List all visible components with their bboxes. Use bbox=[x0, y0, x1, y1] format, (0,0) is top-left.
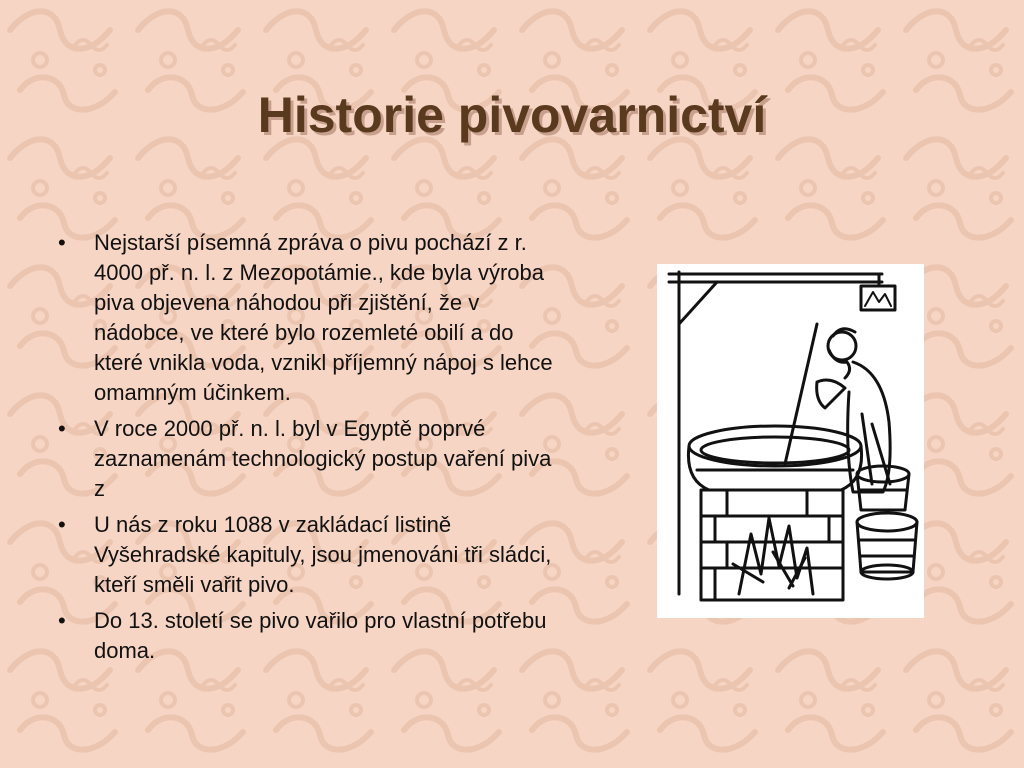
slide-title: Historie pivovarnictví bbox=[257, 87, 767, 143]
bullet-dot: • bbox=[58, 608, 66, 633]
bullet-text: V roce 2000 př. n. l. byl v Egyptě poprvé zaznamenám technologický postup vaření piva z bbox=[94, 416, 552, 501]
bullet-dot: • bbox=[58, 416, 66, 441]
bullet-dot: • bbox=[58, 512, 66, 537]
brewer-icon bbox=[657, 264, 924, 618]
bullet-item bbox=[58, 510, 558, 600]
bullet-text: Do 13. století se pivo vařilo pro vlastní potřebu doma. bbox=[94, 608, 547, 663]
bullet-dot: • bbox=[58, 230, 66, 255]
bullet-list bbox=[58, 228, 558, 672]
bullet-item bbox=[58, 606, 558, 666]
brewer-illustration bbox=[657, 264, 924, 618]
bullet-item bbox=[58, 228, 558, 408]
bullet-text: U nás z roku 1088 v zakládací listině Vyšehradské kapituly, jsou jmenováni tři sládci, kteří směli vařit pivo. bbox=[94, 512, 552, 597]
bullet-item bbox=[58, 414, 558, 504]
bullet-text: Nejstarší písemná zpráva o pivu pochází z r. 4000 př. n. l. z Mezopotámie., kde byla výroba piva objevena náhodou při zjištění, že v nádobce, ve které bylo rozemleté obilí a do které vnikla voda, vznikl příjemný nápoj s lehce omamným účinkem. bbox=[94, 230, 553, 405]
